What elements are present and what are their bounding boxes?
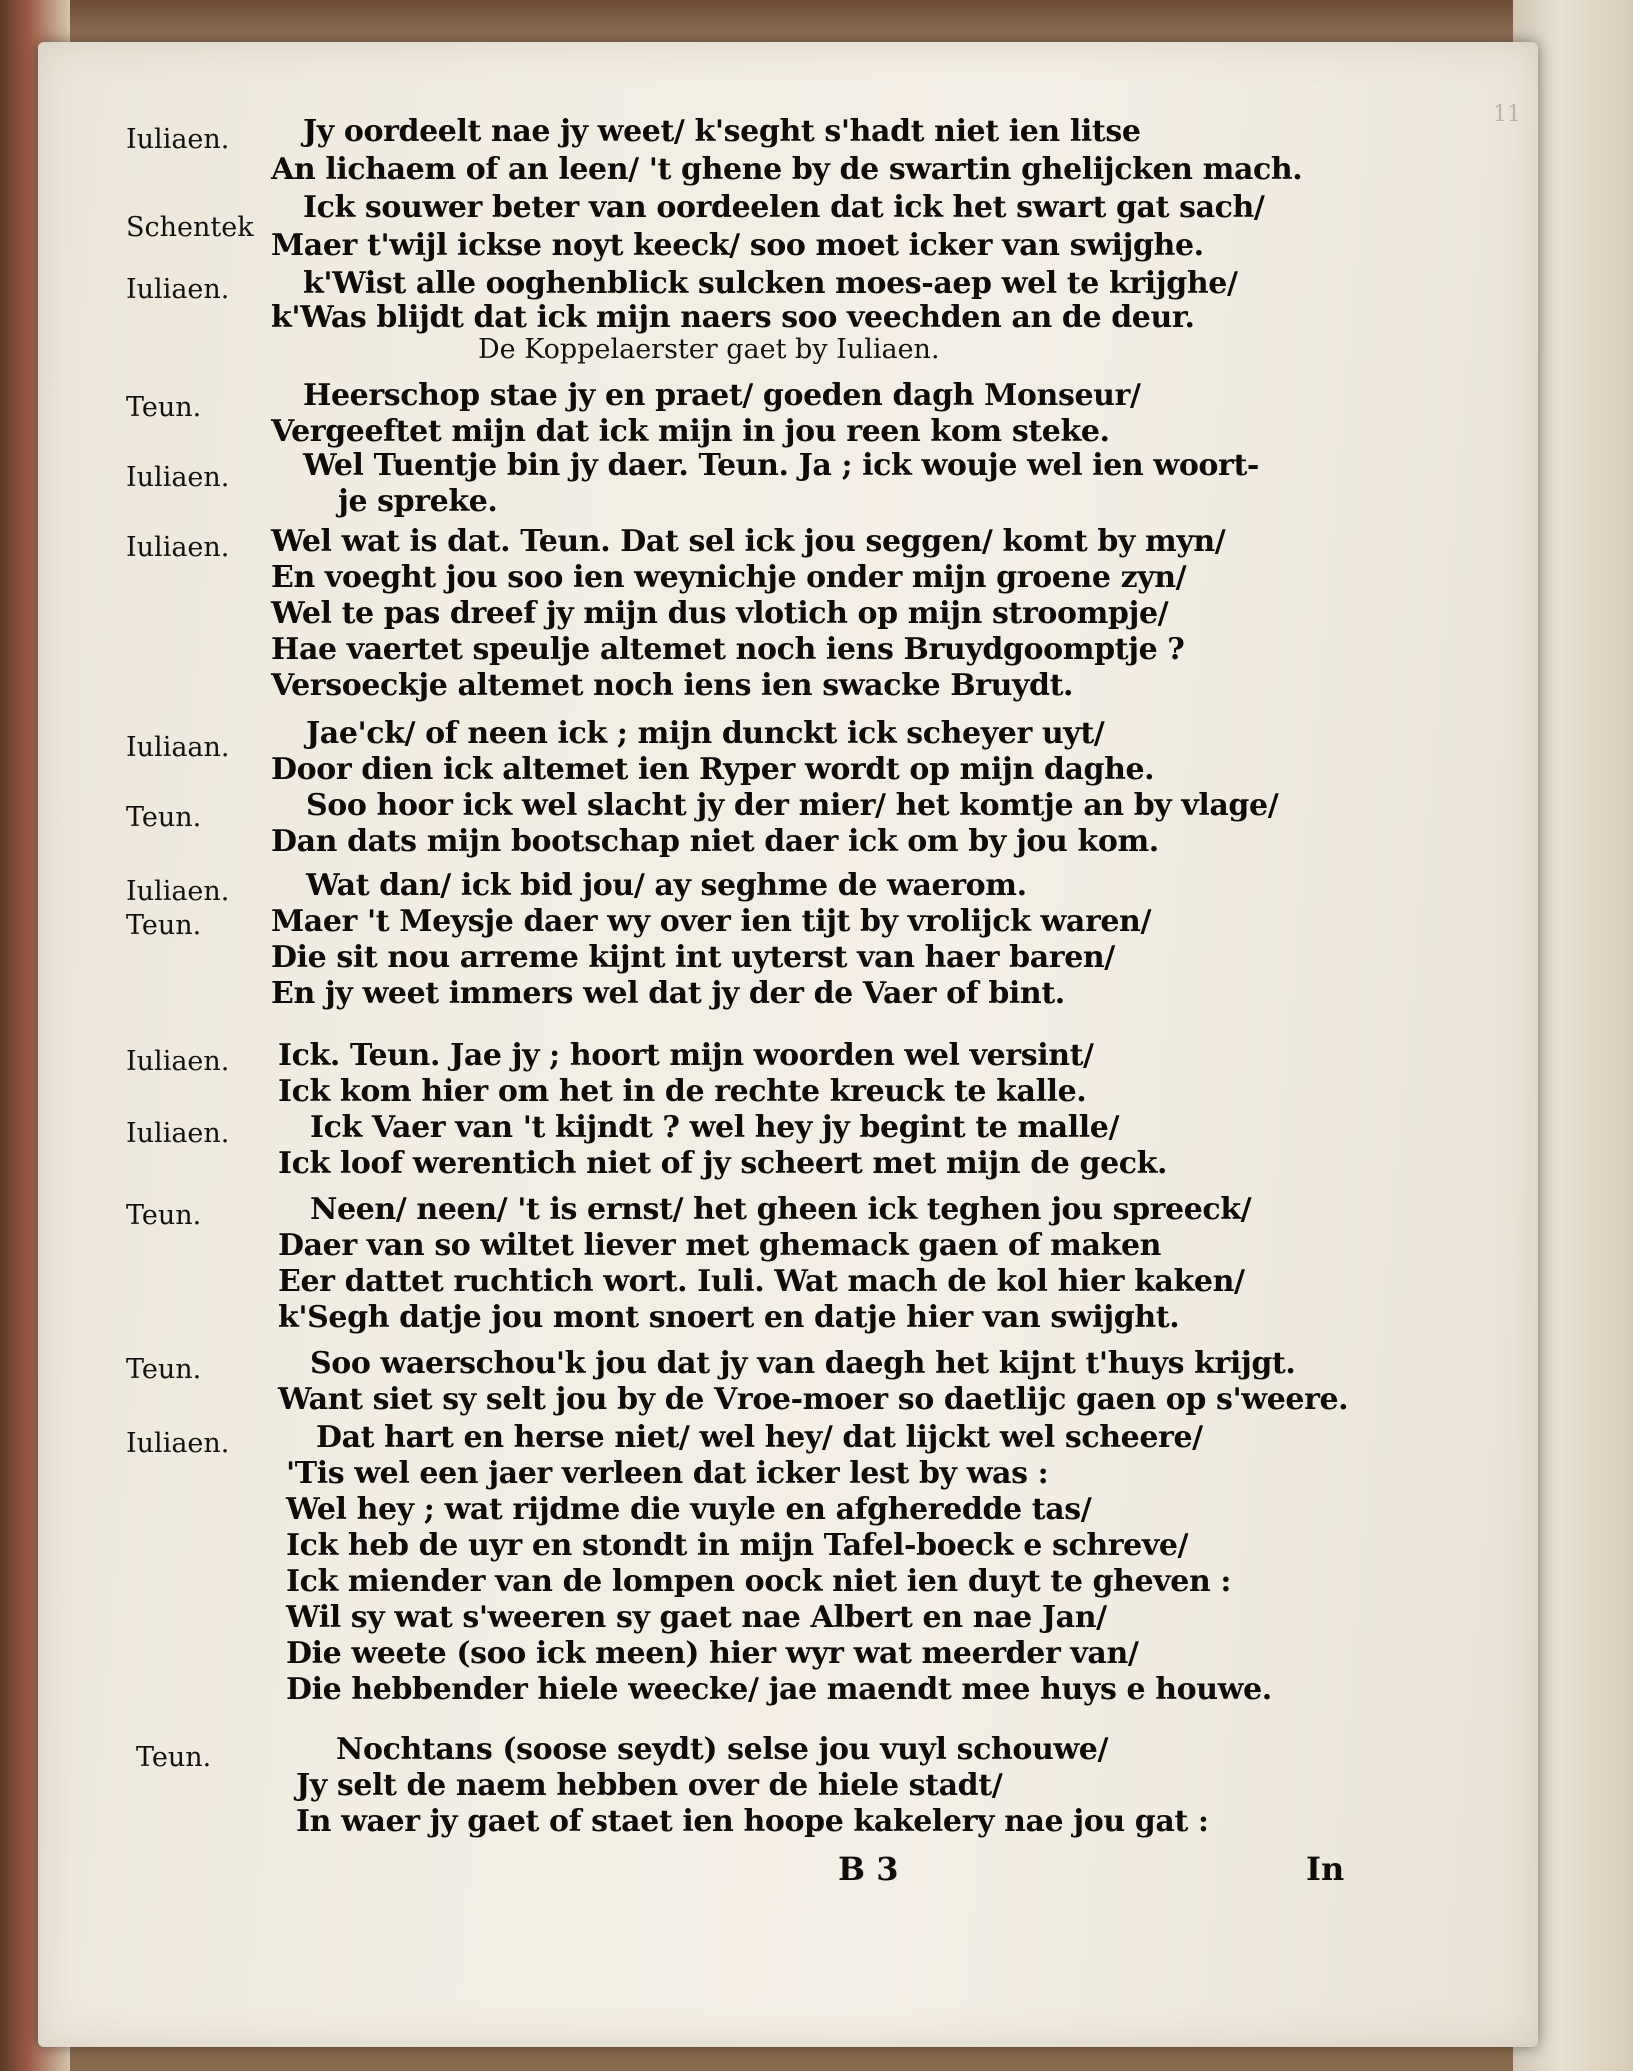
verse-line: Door dien ick altemet ien Ryper wordt op mijn daghe. xyxy=(271,752,1155,787)
speaker-label: Teun. xyxy=(126,802,202,833)
verse-line: Hae vaertet speulje altemet noch iens Bruydgoomptje ? xyxy=(271,632,1185,667)
verse-line: Ick heb de uyr en stondt in mijn Tafel-boeck e schreve/ xyxy=(286,1528,1189,1563)
verse-line: 'Tis wel een jaer verleen dat icker lest by was : xyxy=(286,1456,1049,1491)
verse-line: Jy selt de naem hebben over de hiele stadt/ xyxy=(296,1768,1003,1803)
verse-line: Dat hart en herse niet/ wel hey/ dat lijckt wel scheere/ xyxy=(316,1420,1203,1455)
verse-line: Want siet sy selt jou by de Vroe-moer so daetlijc gaen op s'weere. xyxy=(278,1382,1349,1417)
verse-line: Ick miender van de lompen oock niet ien duyt te gheven : xyxy=(286,1564,1232,1599)
speaker-label: Iuliaen. xyxy=(126,1118,230,1149)
speaker-label: Iuliaen. xyxy=(126,124,230,155)
verse-line: Jae'ck/ of neen ick ; mijn dunckt ick scheyer uyt/ xyxy=(306,716,1105,751)
speaker-label: Teun. xyxy=(126,392,202,423)
speaker-label: Iuliaen. xyxy=(126,876,230,907)
verse-line: Eer dattet ruchtich wort. Iuli. Wat mach de kol hier kaken/ xyxy=(278,1264,1245,1299)
verse-line: Neen/ neen/ 't is ernst/ het gheen ick teghen jou spreeck/ xyxy=(310,1192,1252,1227)
verse-line: Wel Tuentje bin jy daer. Teun. Ja ; ick wouje wel ien woort- xyxy=(303,448,1259,483)
verse-line: Die hebbender hiele weecke/ jae maendt mee huys e houwe. xyxy=(286,1672,1272,1707)
verse-line: Wat dan/ ick bid jou/ ay seghme de waerom. xyxy=(306,868,1027,903)
speaker-label: Iuliaen. xyxy=(126,532,230,563)
verse-line: En jy weet immers wel dat jy der de Vaer of bint. xyxy=(271,976,1065,1011)
speaker-label: Teun. xyxy=(126,1354,202,1385)
verse-line: Jy oordeelt nae jy weet/ k'seght s'hadt niet ien litse xyxy=(303,114,1141,149)
speaker-label: Teun. xyxy=(136,1742,212,1773)
verse-line: Heerschop stae jy en praet/ goeden dagh Monseur/ xyxy=(303,378,1141,413)
verse-line: je spreke. xyxy=(338,484,498,519)
verse-line: Die sit nou arreme kijnt int uyterst van haer baren/ xyxy=(271,940,1115,975)
verse-line: Wel hey ; wat rijdme die vuyle en afgheredde tas/ xyxy=(286,1492,1092,1527)
speaker-label: Iuliaan. xyxy=(126,732,230,763)
stage-direction: De Koppelaerster gaet by Iuliaen. xyxy=(478,334,940,365)
verse-line: Ick loof werentich niet of jy scheert met mijn de geck. xyxy=(278,1146,1168,1181)
verse-line: Ick souwer beter van oordeelen dat ick het swart gat sach/ xyxy=(303,190,1265,225)
verse-line: Versoeckje altemet noch iens ien swacke Bruydt. xyxy=(271,668,1074,703)
book-page xyxy=(38,42,1538,2047)
verse-line: Wil sy wat s'weeren sy gaet nae Albert en nae Jan/ xyxy=(286,1600,1107,1635)
speaker-label: Iuliaen. xyxy=(126,1046,230,1077)
signature-mark: B 3 xyxy=(838,1850,899,1888)
verse-line: Ick. Teun. Jae jy ; hoort mijn woorden wel versint/ xyxy=(278,1038,1094,1073)
verse-line: An lichaem of an leen/ 't ghene by de swartin ghelijcken mach. xyxy=(271,152,1303,187)
verse-line: En voeght jou soo ien weynichje onder mijn groene zyn/ xyxy=(271,560,1187,595)
verse-line: Soo waerschou'k jou dat jy van daegh het kijnt t'huys krijgt. xyxy=(310,1346,1296,1381)
verse-line: Ick Vaer van 't kijndt ? wel hey jy begint te malle/ xyxy=(310,1110,1120,1145)
verse-line: Ick kom hier om het in de rechte kreuck te kalle. xyxy=(278,1074,1087,1109)
verse-line: In waer jy gaet of staet ien hoope kakelery nae jou gat : xyxy=(296,1804,1209,1839)
verse-line: Nochtans (soose seydt) selse jou vuyl schouwe/ xyxy=(336,1732,1109,1767)
verse-line: Vergeeftet mijn dat ick mijn in jou reen kom steke. xyxy=(271,414,1110,449)
verse-line: Wel te pas dreef jy mijn dus vlotich op mijn stroompje/ xyxy=(271,596,1169,631)
speaker-label: Teun. xyxy=(126,1200,202,1231)
speaker-label: Teun. xyxy=(126,910,202,941)
speaker-label: Iuliaen. xyxy=(126,462,230,493)
speaker-label: Iuliaen. xyxy=(126,1428,230,1459)
verse-line: Maer t'wijl ickse noyt keeck/ soo moet icker van swijghe. xyxy=(271,228,1204,263)
verse-line: Dan dats mijn bootschap niet daer ick om by jou kom. xyxy=(271,824,1159,859)
verse-line: Daer van so wiltet liever met ghemack gaen of maken xyxy=(278,1228,1162,1263)
verse-line: k'Segh datje jou mont snoert en datje hier van swijght. xyxy=(278,1300,1180,1335)
verse-line: k'Was blijdt dat ick mijn naers soo veechden an de deur. xyxy=(271,300,1195,335)
catchword: In xyxy=(1306,1850,1345,1888)
verse-line: k'Wist alle ooghenblick sulcken moes-aep wel te krijghe/ xyxy=(303,266,1238,301)
speaker-label: Schentek xyxy=(126,212,254,243)
verse-line: Wel wat is dat. Teun. Dat sel ick jou seggen/ komt by myn/ xyxy=(271,524,1226,559)
verse-line: Die weete (soo ick meen) hier wyr wat meerder van/ xyxy=(286,1636,1139,1671)
verse-line: Soo hoor ick wel slacht jy der mier/ het komtje an by vlage/ xyxy=(306,788,1279,823)
page-corner-mark: 11 xyxy=(1493,102,1521,127)
speaker-label: Iuliaen. xyxy=(126,274,230,305)
verse-line: Maer 't Meysje daer wy over ien tijt by vrolijck waren/ xyxy=(271,904,1152,939)
